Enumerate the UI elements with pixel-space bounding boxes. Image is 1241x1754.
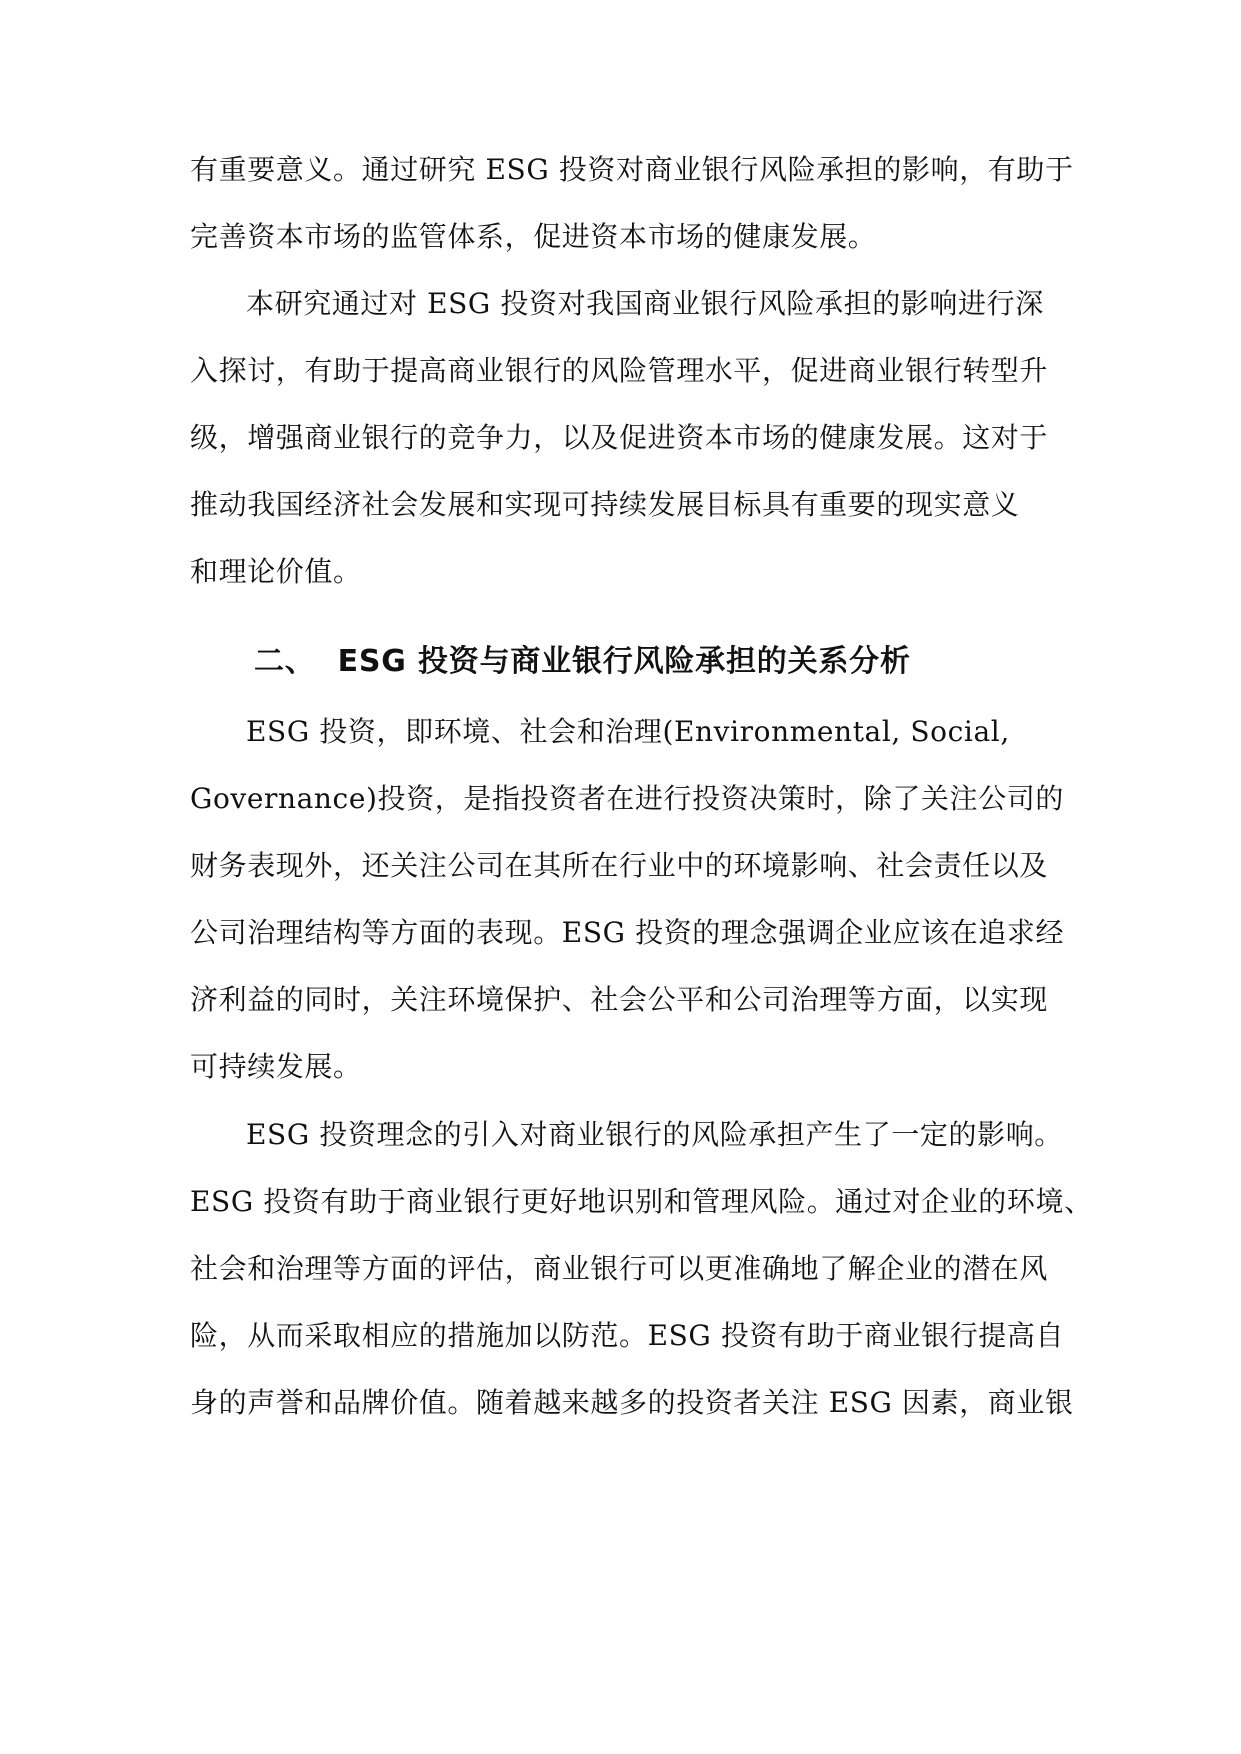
paragraph-1-line-2: 完善资本市场的监管体系，促进资本市场的健康发展。	[190, 220, 877, 253]
paragraph-4-line-4: 险，从而采取相应的措施加以防范。ESG 投资有助于商业银行提高自	[190, 1319, 1065, 1352]
section-heading	[254, 642, 911, 682]
paragraph-2-line-1: 本研究通过对 ESG 投资对我国商业银行风险承担的影响进行深	[246, 287, 1044, 320]
section-title: ESG 投资与商业银行风险承担的关系分析	[337, 644, 911, 679]
paragraph-3-line-1: ESG 投资，即环境、社会和治理(Environmental, Social,	[246, 715, 1010, 748]
section-number: 二、	[254, 644, 316, 679]
paragraph-2-line-4: 推动我国经济社会发展和实现可持续发展目标具有重要的现实意义	[190, 488, 1020, 521]
paragraph-4-line-2: ESG 投资有助于商业银行更好地识别和管理风险。通过对企业的环境、	[190, 1185, 1093, 1218]
paragraph-3-line-3: 财务表现外，还关注公司在其所在行业中的环境影响、社会责任以及	[190, 849, 1049, 882]
paragraph-3-line-2: Governance)投资，是指投资者在进行投资决策时，除了关注公司的	[190, 782, 1064, 815]
paragraph-4-line-1: ESG 投资理念的引入对商业银行的风险承担产生了一定的影响。	[246, 1118, 1063, 1151]
paragraph-2-line-3: 级，增强商业银行的竞争力，以及促进资本市场的健康发展。这对于	[190, 421, 1049, 454]
paragraph-3-line-4: 公司治理结构等方面的表现。ESG 投资的理念强调企业应该在追求经	[190, 916, 1065, 949]
paragraph-2-line-2: 入探讨，有助于提高商业银行的风险管理水平，促进商业银行转型升	[190, 354, 1049, 387]
paragraph-4-line-3: 社会和治理等方面的评估，商业银行可以更准确地了解企业的潜在风	[190, 1252, 1049, 1285]
paragraph-3-line-6: 可持续发展。	[190, 1050, 362, 1083]
paragraph-4-line-5: 身的声誉和品牌价值。随着越来越多的投资者关注 ESG 因素，商业银	[190, 1386, 1074, 1419]
paragraph-1-line-1: 有重要意义。通过研究 ESG 投资对商业银行风险承担的影响，有助于	[190, 153, 1074, 186]
paragraph-2-line-5: 和理论价值。	[190, 555, 362, 588]
paragraph-3-line-5: 济利益的同时，关注环境保护、社会公平和公司治理等方面，以实现	[190, 983, 1049, 1016]
